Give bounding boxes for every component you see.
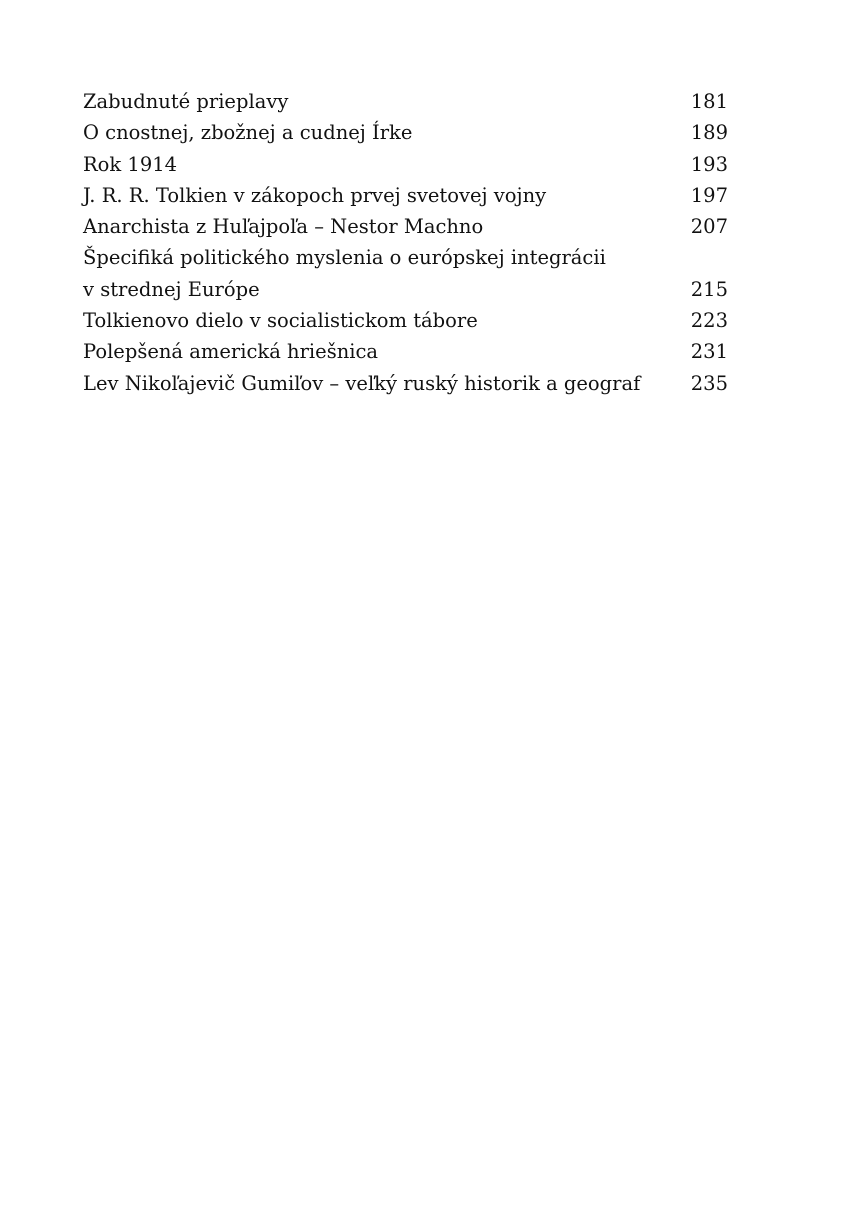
toc-entry-title: Anarchista z Huľajpoľa – Nestor Machno (83, 215, 484, 239)
toc-entry-page-number: 207 (690, 215, 728, 239)
toc-entry (83, 86, 728, 117)
toc-entry-page-number: 215 (690, 277, 728, 301)
toc-entry (83, 336, 728, 367)
toc-entry (83, 180, 728, 211)
toc-entry (83, 305, 728, 336)
toc-entry (83, 117, 728, 148)
toc-entry-title: Zabudnuté prieplavy (83, 90, 289, 113)
toc-entry-title: Polepšená americká hriešnica (83, 340, 379, 364)
toc-entry-page-number: 181 (690, 90, 728, 113)
toc-entry (83, 274, 728, 305)
toc-entry-title: J. R. R. Tolkien v zákopoch prvej svetovej vojny (83, 183, 547, 207)
toc-entry-title: v strednej Európe (83, 277, 260, 301)
toc-entry-title: Tolkienovo dielo v socialistickom tábore (83, 309, 478, 333)
toc-entry (83, 368, 728, 399)
toc-entry-page-number: 231 (690, 340, 728, 364)
toc-entry-title: Rok 1914 (83, 152, 178, 176)
toc-entry-page-number: 197 (690, 183, 728, 207)
table-of-contents (83, 86, 728, 399)
toc-entry (83, 242, 728, 273)
toc-entry-page-number: 193 (690, 152, 728, 176)
toc-entry-title: Lev Nikoľajevič Gumiľov – veľký ruský historik a geograf (83, 371, 641, 395)
toc-entry (83, 149, 728, 180)
toc-entry-title: Špecifiká politického myslenia o európskej integrácii (83, 246, 606, 270)
toc-entry-page-number: 235 (690, 371, 728, 395)
toc-entry (83, 211, 728, 242)
toc-entry-title: O cnostnej, zbožnej a cudnej Írke (83, 121, 413, 145)
toc-entry-page-number: 189 (690, 121, 728, 145)
toc-entry-page-number: 223 (690, 309, 728, 333)
